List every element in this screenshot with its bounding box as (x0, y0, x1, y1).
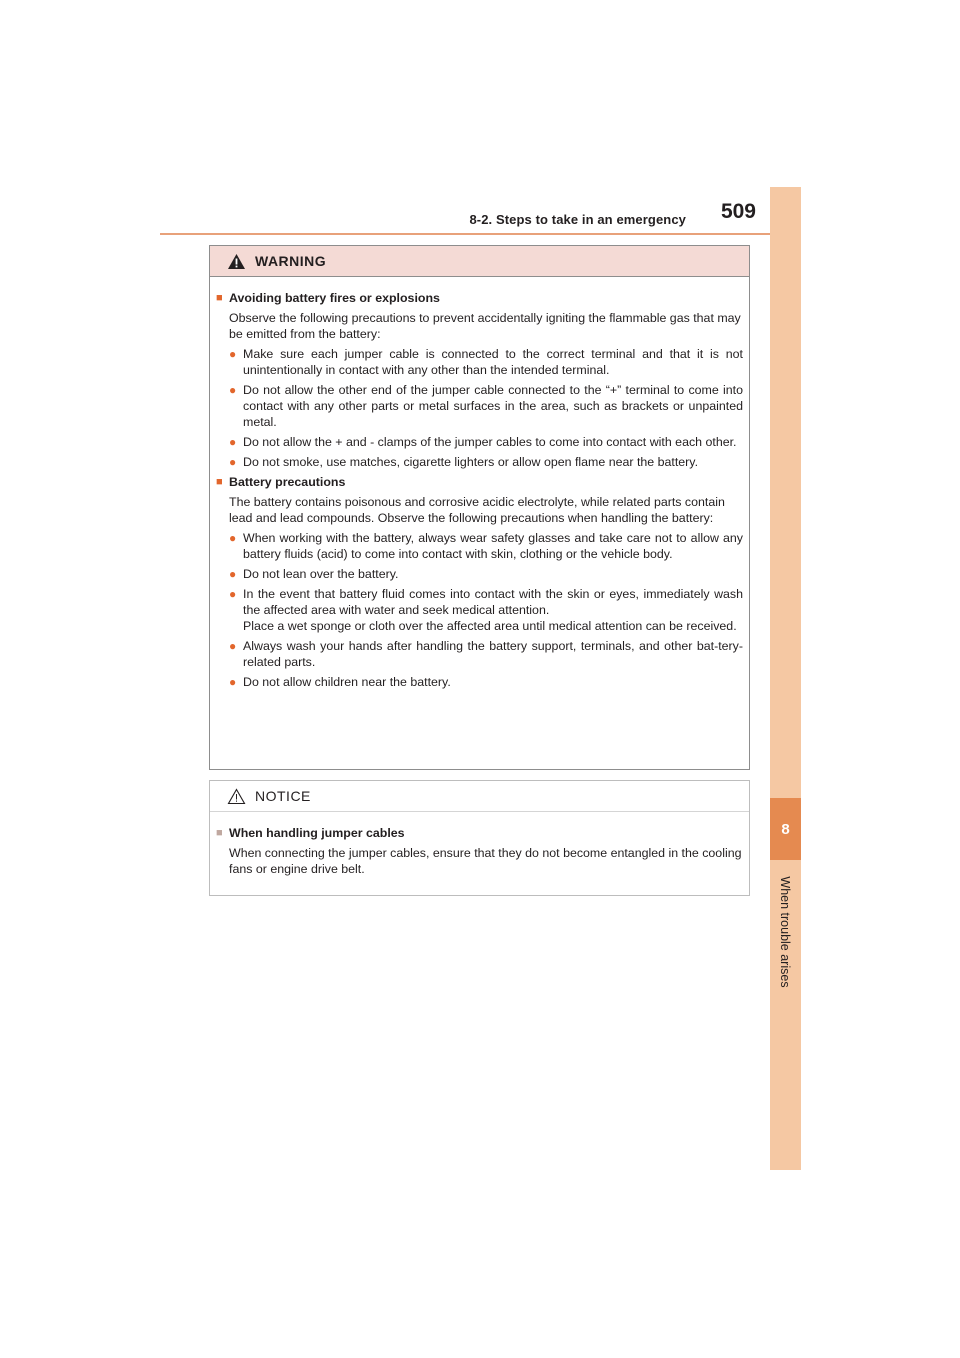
caution-triangle-icon (227, 788, 246, 805)
chapter-label-text: When trouble arises (778, 876, 792, 988)
bullet-dot-icon: ● (229, 639, 237, 653)
list-item: ● Do not smoke, use matches, cigarette lighters or allow open flame near the battery. (229, 455, 699, 469)
square-bullet-icon: ■ (216, 292, 223, 304)
list-item: ● Always wash your hands after handling the battery support, terminals, and other bat-tery-related parts. (229, 639, 743, 669)
list-item (229, 586, 743, 634)
warning-title: WARNING (255, 253, 327, 269)
section-intro: Observe the following precautions to prevent accidentally igniting the flammable gas that may be emitted from the battery: (229, 311, 741, 341)
chapter-label (771, 876, 792, 988)
list-item: ● Make sure each jumper cable is connected to the correct terminal and that it is not unintentionally in contact with any other than the intended terminal. (229, 347, 743, 377)
square-bullet-icon: ■ (216, 827, 223, 839)
chapter-number-tab[interactable]: 8 (770, 798, 801, 860)
header-rule (160, 233, 800, 235)
section-intro: The battery contains poisonous and corrosive acidic electrolyte, while related parts contain lead and lead compounds. Observe the following precautions when handling the battery: (229, 495, 725, 525)
section-heading: ■ Battery precautions (216, 475, 346, 489)
bullet-dot-icon: ● (229, 383, 237, 397)
bullet-main-text: In the event that battery fluid comes into contact with the skin or eyes, immediately wash the affected area with water and seek medical attention. (243, 587, 743, 617)
warning-box (209, 245, 750, 770)
list-item: ● Do not allow the other end of the jumper cable connected to the “+” terminal to come into contact with any other parts or metal surfaces in the area, such as brackets or unpainted metal. (229, 383, 743, 429)
warning-header (210, 246, 749, 277)
bullet-dot-icon: ● (229, 347, 237, 361)
list-item: ● Do not allow the + and - clamps of the jumper cables to come into contact with each other. (229, 435, 737, 449)
warning-triangle-icon (227, 253, 246, 270)
list-item: ● When working with the battery, always wear safety glasses and take care not to allow any battery fluids (acid) to come into contact with skin, clothing or the vehicle body. (229, 531, 743, 561)
section-heading: ■ Avoiding battery fires or explosions (216, 291, 440, 305)
bullet-dot-icon: ● (229, 587, 237, 601)
square-bullet-icon: ■ (216, 476, 223, 488)
notice-box (209, 780, 750, 896)
bullet-extra-text: Place a wet sponge or cloth over the affected area until medical attention can be received. (243, 619, 737, 633)
list-item: ● Do not lean over the battery. (229, 567, 399, 581)
section-heading: ■ When handling jumper cables (216, 826, 405, 840)
bullet-dot-icon: ● (229, 455, 237, 469)
bullet-dot-icon: ● (229, 435, 237, 449)
page-header (160, 196, 800, 234)
notice-header (210, 781, 749, 812)
bullet-dot-icon: ● (229, 567, 237, 581)
warning-body (210, 277, 749, 690)
section-title: 8-2. Steps to take in an emergency (469, 212, 686, 227)
chapter-side-strip (770, 187, 801, 1170)
notice-body (210, 812, 749, 877)
notice-text: When connecting the jumper cables, ensure that they do not become entangled in the cooling fans or engine drive belt. (229, 846, 742, 876)
bullet-dot-icon: ● (229, 531, 237, 545)
page-number: 509 (720, 200, 756, 223)
list-item: ● Do not allow children near the battery. (229, 675, 451, 689)
bullet-dot-icon: ● (229, 675, 237, 689)
notice-title: NOTICE (255, 788, 311, 804)
